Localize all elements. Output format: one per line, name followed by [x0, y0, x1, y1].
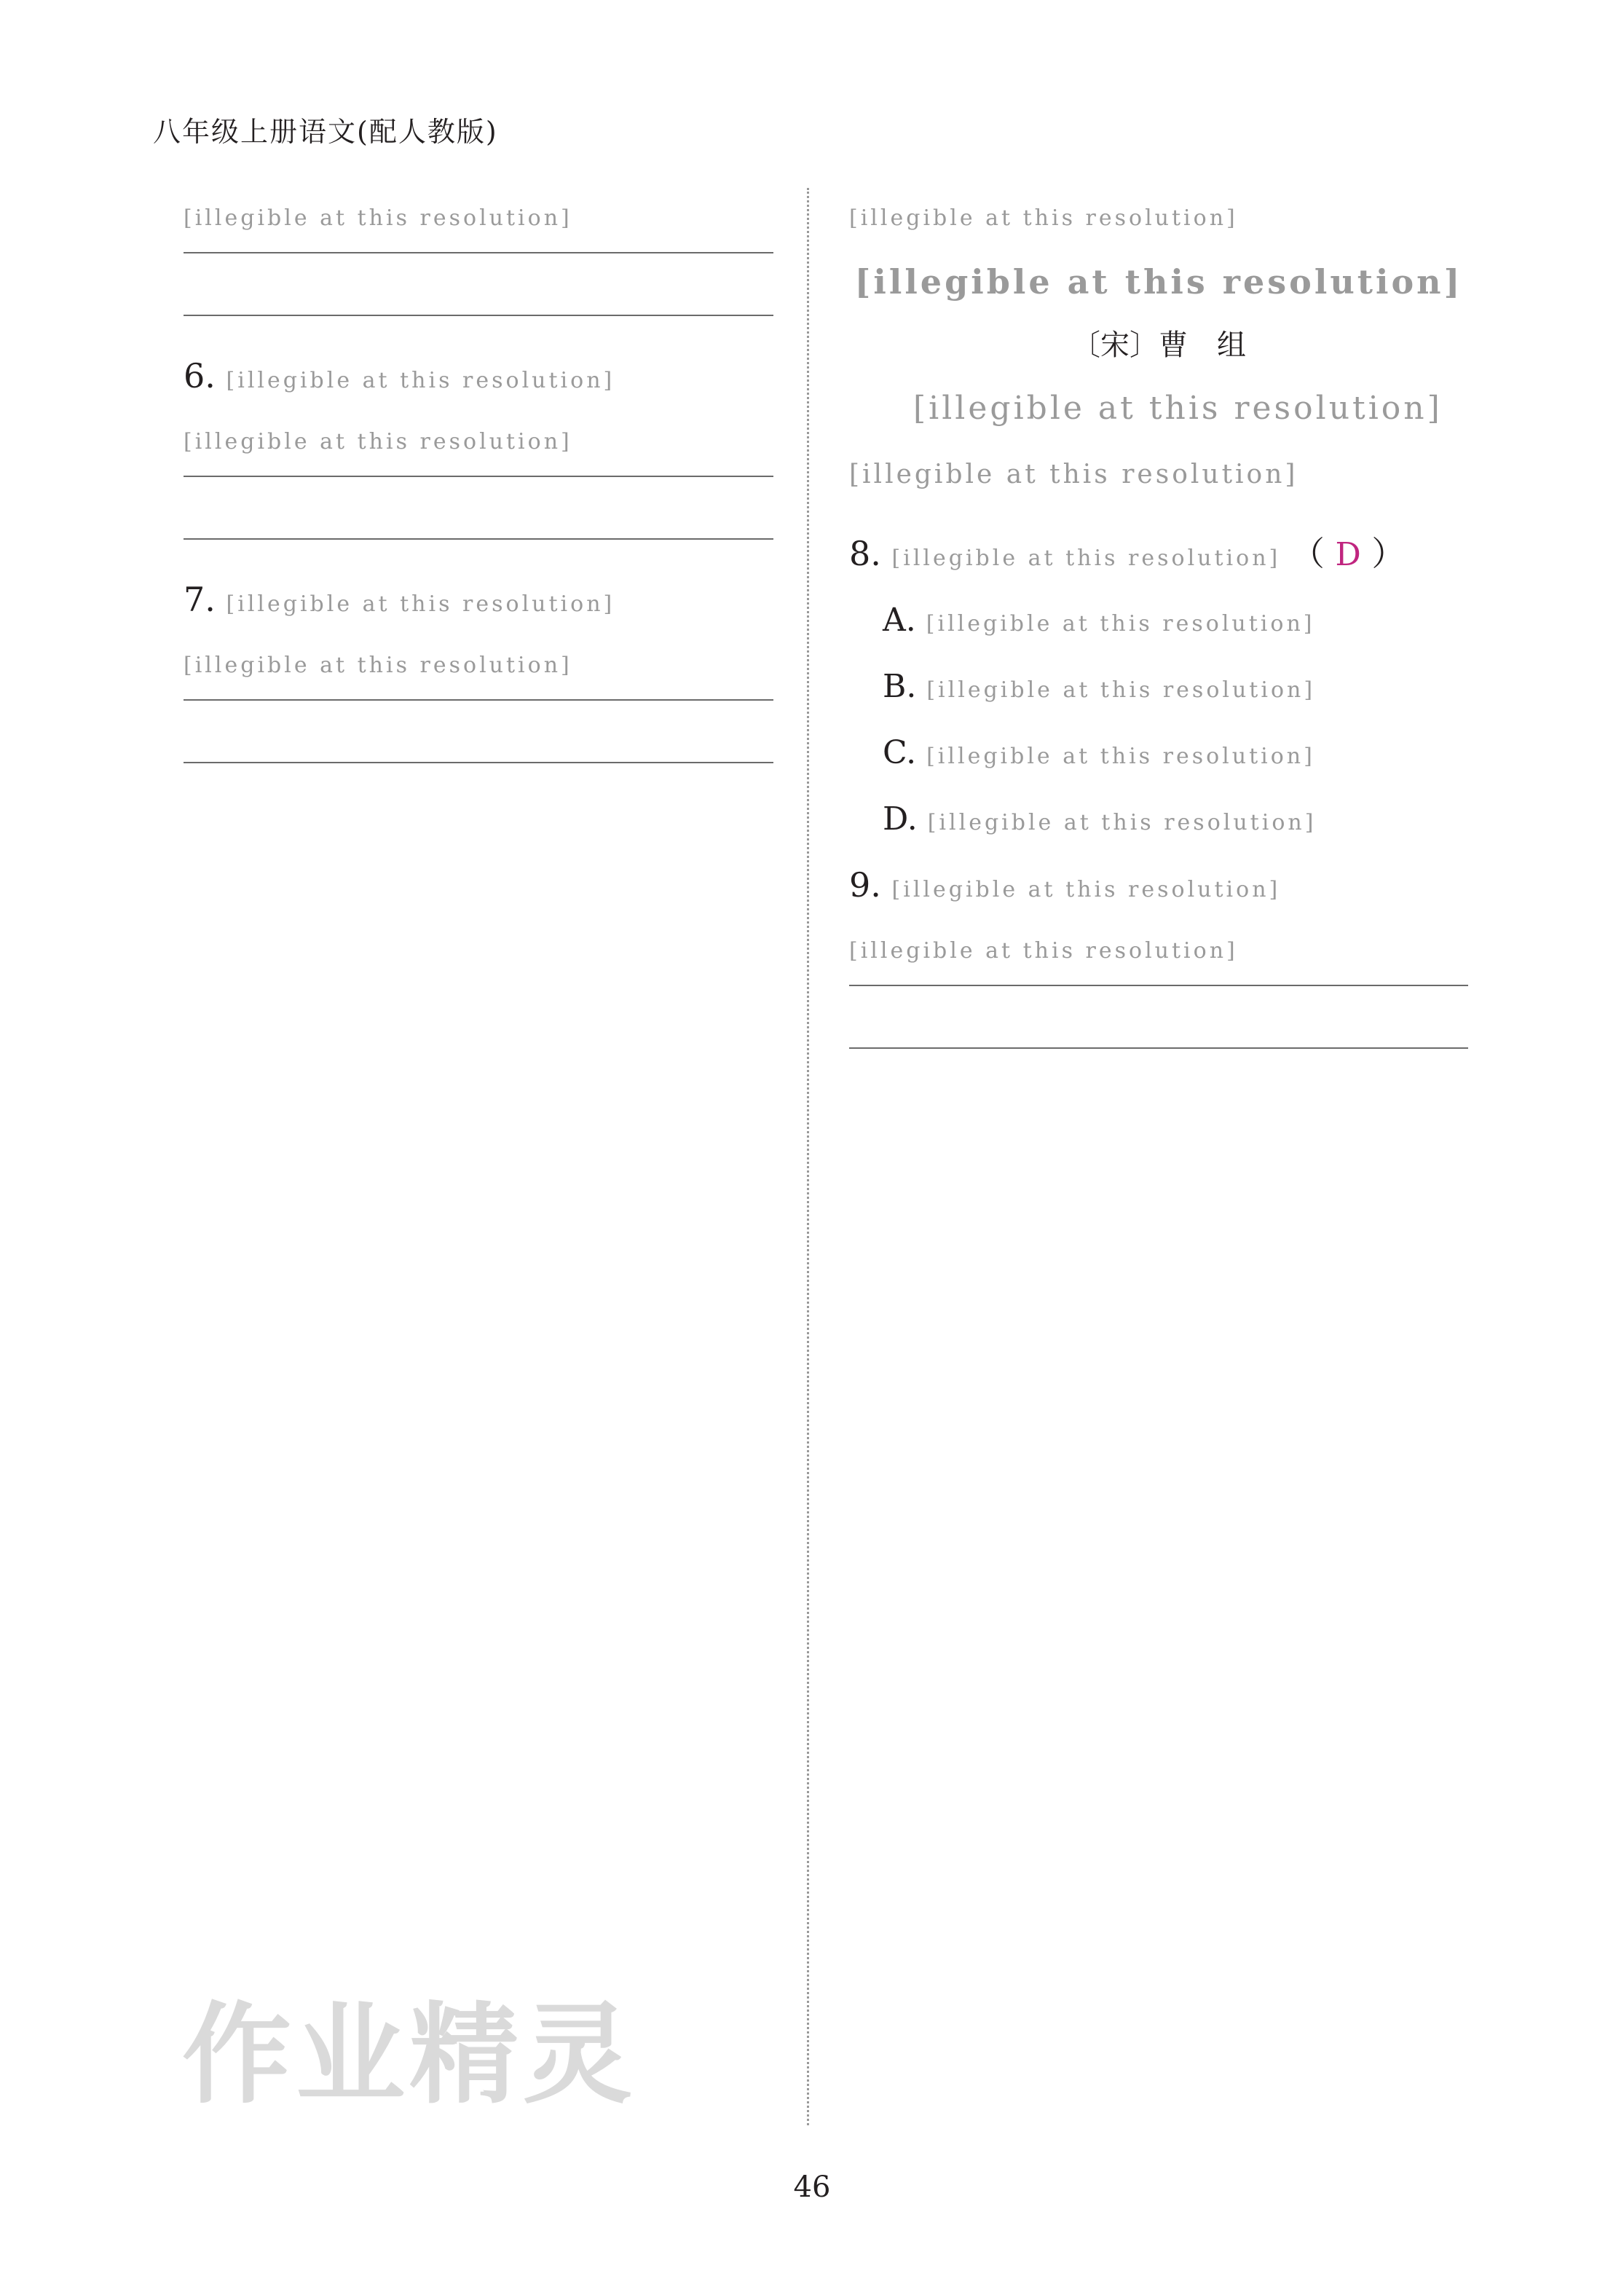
- elided-text: [illegible at this resolution]: [226, 368, 615, 393]
- elided-text: [illegible at this resolution]: [891, 546, 1281, 571]
- watermark-logo: 作业精灵: [182, 1992, 637, 2119]
- running-head: 八年级上册语文(配人教版): [153, 116, 498, 148]
- question-8: 8. [illegible at this resolution] （ D ）: [849, 523, 1468, 589]
- question-6-answer: [184, 412, 773, 477]
- question-number: 8.: [849, 534, 881, 573]
- answer-rule: [184, 701, 773, 763]
- answer-rule: [184, 477, 773, 540]
- elided-text: [illegible at this resolution]: [184, 412, 773, 477]
- question-number: 9.: [849, 865, 881, 905]
- question-number: 6.: [184, 356, 216, 395]
- elided-text: [illegible at this resolution]: [891, 877, 1281, 902]
- q5-answer-continuation: [184, 188, 773, 253]
- page-number: 46: [793, 2170, 831, 2204]
- choice-a: A. [illegible at this resolution]: [883, 602, 1315, 639]
- choice-c: C. [illegible at this resolution]: [883, 734, 1315, 771]
- poem-author: 〔宋〕曹 组: [1071, 328, 1246, 362]
- question-9-answer: [849, 921, 1468, 986]
- answer-rule: [849, 986, 1468, 1049]
- elided-text: [illegible at this resolution]: [849, 921, 1468, 986]
- question-7: [184, 569, 773, 635]
- elided-text: [illegible at this resolution]: [184, 188, 773, 253]
- right-column: [849, 188, 1468, 1049]
- question-number: 7.: [184, 580, 216, 619]
- question-8-answer: D: [1335, 536, 1361, 573]
- choice-d: D. [illegible at this resolution]: [883, 800, 1317, 838]
- reading-intro: [illegible at this resolution]: [849, 205, 1238, 231]
- column-divider: [807, 188, 809, 2125]
- question-6: [184, 345, 773, 412]
- poem-title: [illegible at this resolution]: [854, 262, 1463, 302]
- elided-text: [illegible at this resolution]: [184, 635, 773, 701]
- elided-text: [illegible at this resolution]: [226, 591, 615, 617]
- question-9: [849, 854, 1468, 921]
- question-7-answer: [184, 635, 773, 701]
- left-column: [184, 188, 773, 763]
- poem-notes: [illegible at this resolution]: [849, 460, 1298, 489]
- answer-rule: [184, 253, 773, 316]
- poem-text: [illegible at this resolution]: [913, 390, 1443, 427]
- choice-b: B. [illegible at this resolution]: [883, 668, 1316, 705]
